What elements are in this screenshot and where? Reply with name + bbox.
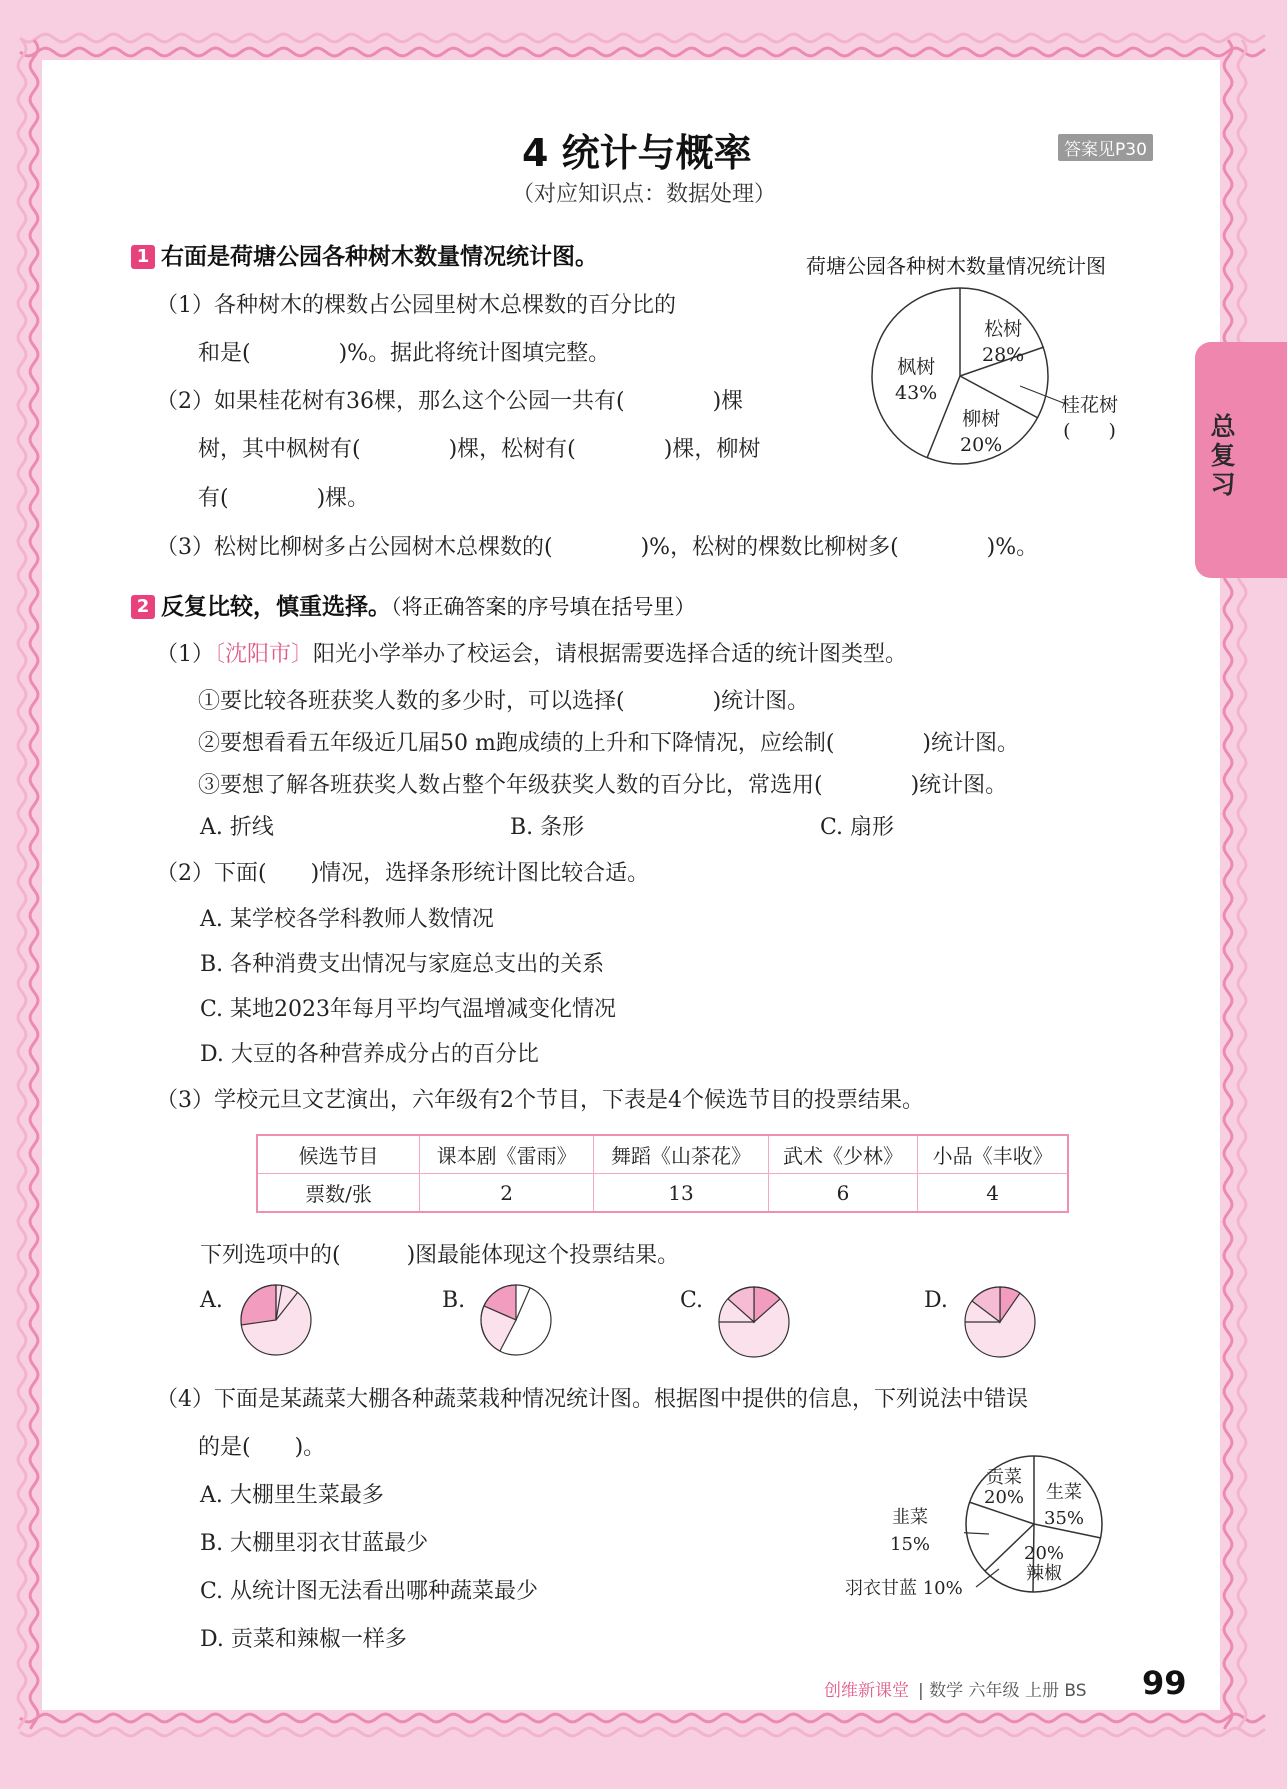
pie-slice-name: 辣椒 <box>1026 1563 1062 1584</box>
pie-slice-value: 15% <box>890 1534 931 1555</box>
tree-chart-title: 荷塘公园各种树木数量情况统计图 <box>806 254 1106 278</box>
pie-slice-name: 松树 <box>984 318 1023 340</box>
option-b-bar-chart: B. 条形 <box>510 815 585 840</box>
q1-line-6: （3）松树比柳树多占公园树木总棵数的( )%，松树的棵数比柳树多( )%。 <box>156 535 1039 560</box>
table-header-row <box>257 1135 1068 1174</box>
q2-part2-option-c: C. 某地2023年每月平均气温增减变化情况 <box>200 997 617 1022</box>
option-pie-label: B. <box>442 1288 466 1313</box>
q2-part4-option-d: D. 贡菜和辣椒一样多 <box>200 1627 407 1652</box>
option-a-pie <box>238 1282 314 1358</box>
table-cell: 2 <box>420 1174 594 1213</box>
side-tab-label: 总复习 <box>1210 412 1236 499</box>
table-cell: 票数/张 <box>257 1174 420 1213</box>
q2-part2-line: （2）下面( )情况，选择条形统计图比较合适。 <box>156 861 650 886</box>
q2-part1-item-a: ①要比较各班获奖人数的多少时，可以选择( )统计图。 <box>198 689 810 714</box>
q1-line-4: 树，其中枫树有( )棵，松树有( )棵，柳树 <box>198 437 761 462</box>
frame-wave-line <box>20 1714 1265 1722</box>
pie-slice-value: ( ) <box>1063 420 1116 442</box>
pie-label-pine <box>982 316 1024 368</box>
question-1-heading <box>131 238 598 271</box>
pie-slice-name: 贡菜 <box>986 1467 1022 1488</box>
pie-slice-name: 柳树 <box>962 408 1001 430</box>
question-2-text: 反复比较，慎重选择。 <box>161 594 391 620</box>
pie-slice-value: 20% <box>1024 1543 1065 1564</box>
option-pie-slice <box>241 1285 276 1325</box>
pie-label-willow <box>960 406 1002 458</box>
q1-line-2: 和是( )%。据此将统计图填完整。 <box>198 341 611 366</box>
region-tag: 〔沈阳市〕 <box>214 642 314 667</box>
pie-slice-value: 35% <box>1044 1508 1085 1529</box>
frame-wave-line <box>20 1728 1265 1736</box>
q2-part1-item-c: ③要想了解各班获奖人数占整个年级获奖人数的百分比，常选用( )统计图。 <box>198 773 1008 798</box>
question-2-note: （将正确答案的序号填在括号里） <box>391 595 696 619</box>
q2-part4-option-a: A. 大棚里生菜最多 <box>200 1483 384 1508</box>
page-number: 99 <box>1142 1664 1187 1702</box>
pie-slice-name: 桂花树 <box>1061 394 1119 416</box>
option-b-pie <box>478 1282 554 1358</box>
part-text: 阳光小学举办了校运会，请根据需要选择合适的统计图类型。 <box>313 642 908 667</box>
pie-label-osmanthus <box>1061 392 1118 444</box>
table-cell: 小品《丰收》 <box>918 1135 1068 1174</box>
question-1-text: 右面是荷塘公园各种树木数量情况统计图。 <box>161 244 598 270</box>
pie-slice-name: 羽衣甘蓝 <box>845 1578 917 1599</box>
option-pie-label: C. <box>680 1288 704 1313</box>
pie-slice-name: 枫树 <box>897 356 936 378</box>
question-number-badge: 2 <box>131 595 155 619</box>
veg-label-kale <box>845 1576 963 1602</box>
pie-slice-name: 韭菜 <box>892 1507 928 1528</box>
pie-slice-value: 20% <box>960 434 1003 456</box>
section-subtitle: （对应知识点：数据处理） <box>512 182 777 207</box>
table-cell: 4 <box>918 1174 1068 1213</box>
q1-line-5: 有( )棵。 <box>198 486 370 511</box>
option-pie-label: D. <box>924 1288 948 1313</box>
footer-brand: 创维新课堂 <box>824 1681 909 1701</box>
q2-part3-question: 下列选项中的( )图最能体现这个投票结果。 <box>200 1243 680 1268</box>
pie-slice-value: 20% <box>984 1487 1025 1508</box>
pie-slice-value: 43% <box>895 382 938 404</box>
question-2-heading <box>131 588 696 621</box>
frame-wave-line <box>30 40 38 1729</box>
q2-part4-line-2: 的是( )。 <box>198 1435 326 1460</box>
q2-part4-option-b: B. 大棚里羽衣甘蓝最少 <box>200 1531 429 1556</box>
table-cell: 6 <box>768 1174 918 1213</box>
q2-part4-line-1: （4）下面是某蔬菜大棚各种蔬菜栽种情况统计图。根据图中提供的信息，下列说法中错误 <box>156 1387 1029 1412</box>
part-number: （1） <box>156 642 214 667</box>
table-cell: 课本剧《雷雨》 <box>420 1135 594 1174</box>
q2-part1-line <box>156 637 907 668</box>
vote-results-table <box>256 1134 1069 1213</box>
option-c-pie-chart: C. 扇形 <box>820 815 895 840</box>
frame-wave-line <box>1224 40 1232 1729</box>
answer-reference-badge: 答案见P30 <box>1058 134 1153 161</box>
frame-wave-line <box>20 34 1265 42</box>
table-cell: 13 <box>594 1174 768 1213</box>
veg-label-gongcai <box>984 1468 1024 1508</box>
pie-slice-name: 生菜 <box>1046 1482 1082 1503</box>
q1-line-3: （2）如果桂花树有36棵，那么这个公园一共有( )棵 <box>156 389 744 414</box>
q2-part1-item-b: ②要想看看五年级近几届50 m跑成绩的上升和下降情况，应绘制( )统计图。 <box>198 731 1020 756</box>
table-row <box>257 1174 1068 1213</box>
option-c-pie <box>716 1284 792 1360</box>
q2-part2-option-d: D. 大豆的各种营养成分占的百分比 <box>200 1042 539 1067</box>
pie-label-maple <box>895 354 937 406</box>
table-cell: 舞蹈《山茶花》 <box>594 1135 768 1174</box>
frame-wave-line <box>20 48 1265 56</box>
option-a-line-chart: A. 折线 <box>200 815 274 840</box>
q2-part3-line: （3）学校元旦文艺演出，六年级有2个节目，下表是4个候选节目的投票结果。 <box>156 1088 924 1113</box>
veg-label-pepper <box>1024 1544 1064 1584</box>
veg-label-leek <box>890 1504 930 1558</box>
pie-slice-value: 28% <box>982 344 1025 366</box>
q1-line-1: （1）各种树木的棵数占公园里树木总棵数的百分比的 <box>156 293 676 318</box>
table-cell: 武术《少林》 <box>768 1135 918 1174</box>
q2-part4-option-c: C. 从统计图无法看出哪种蔬菜最少 <box>200 1579 539 1604</box>
frame-wave-line <box>18 40 26 1729</box>
footer-info: | 数学 六年级 上册 BS <box>918 1681 1087 1701</box>
option-pie-label: A. <box>200 1288 223 1313</box>
question-number-badge: 1 <box>131 245 155 269</box>
pie-slice-value: 10% <box>922 1578 963 1599</box>
option-d-pie <box>962 1284 1038 1360</box>
table-cell: 候选节目 <box>257 1135 420 1174</box>
section-title: 4 统计与概率 <box>522 131 752 175</box>
veg-label-lettuce <box>1044 1480 1084 1532</box>
q2-part2-option-b: B. 各种消费支出情况与家庭总支出的关系 <box>200 952 605 977</box>
frame-wave-line <box>1238 40 1246 1729</box>
q2-part2-option-a: A. 某学校各学科教师人数情况 <box>200 907 494 932</box>
